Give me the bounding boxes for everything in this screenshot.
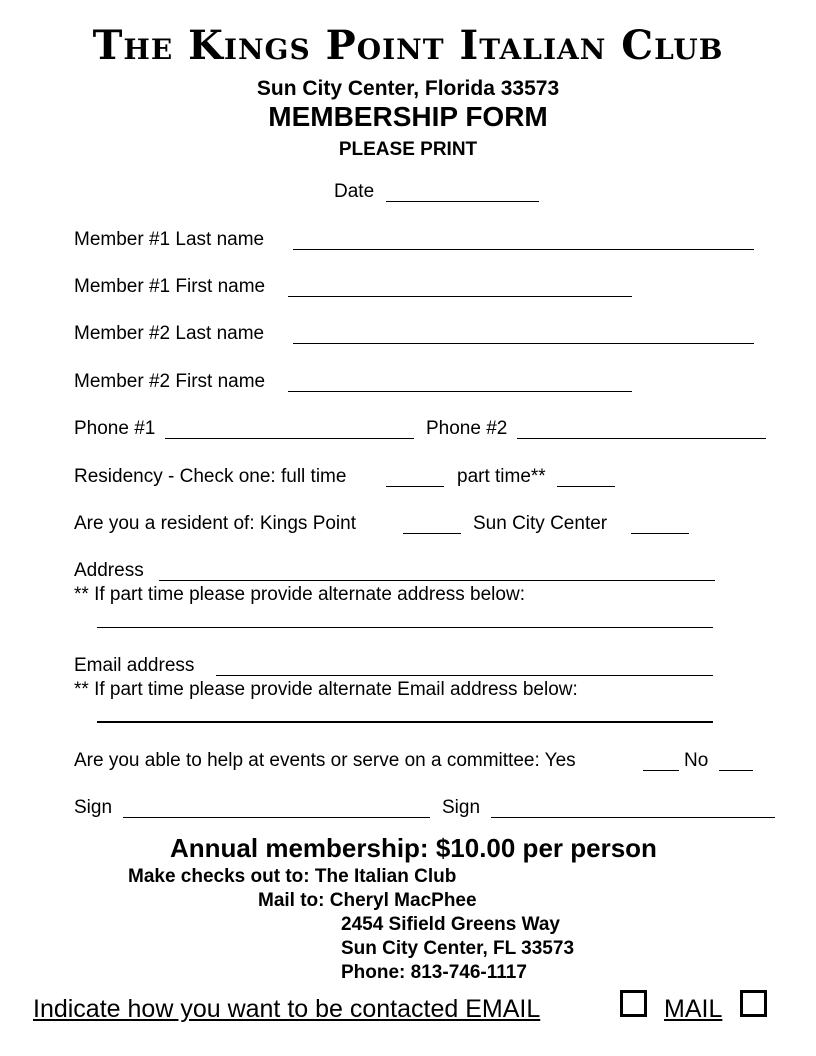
address-label: Address: [74, 560, 144, 581]
help-question: Are you able to help at events or serve on a committee: Yes: [74, 750, 576, 771]
membership-fee: Annual membership: $10.00 per person: [170, 833, 657, 863]
alt-email-note: ** If part time please provide alternate Email address below:: [74, 679, 578, 700]
member1-first-label: Member #1 First name: [74, 276, 266, 297]
mail-phone: Phone: 813-746-1117: [341, 962, 527, 983]
date-label: Date: [334, 181, 375, 202]
member2-first-label: Member #2 First name: [74, 371, 266, 392]
please-print-note: PLEASE PRINT: [338, 139, 478, 160]
phone2-field[interactable]: [517, 438, 766, 439]
alt-address-field[interactable]: [97, 627, 713, 628]
mail-option-label: MAIL: [664, 995, 723, 1023]
mail-checkbox[interactable]: [740, 990, 767, 1017]
sun-city-field[interactable]: [631, 533, 689, 534]
member1-last-field[interactable]: [293, 249, 754, 250]
email-label: Email address: [74, 655, 195, 676]
part-time-label: part time**: [457, 466, 546, 487]
phone1-label: Phone #1: [74, 418, 156, 439]
address-field[interactable]: [159, 580, 715, 581]
member1-last-label: Member #1 Last name: [74, 229, 265, 250]
date-field[interactable]: [386, 201, 539, 202]
mail-street: 2454 Sifield Greens Way: [341, 914, 560, 935]
mail-to-name: Mail to: Cheryl MacPhee: [258, 890, 477, 911]
help-yes-field[interactable]: [643, 770, 679, 771]
sign2-field[interactable]: [491, 817, 775, 818]
phone1-field[interactable]: [165, 438, 414, 439]
club-location: Sun City Center, Florida 33573: [256, 77, 560, 100]
form-title: MEMBERSHIP FORM: [268, 101, 548, 132]
member2-last-field[interactable]: [293, 343, 754, 344]
full-time-field[interactable]: [386, 486, 444, 487]
alt-address-note: ** If part time please provide alternate address below:: [74, 584, 525, 605]
member2-last-label: Member #2 Last name: [74, 323, 265, 344]
member1-first-field[interactable]: [288, 296, 632, 297]
help-no-field[interactable]: [719, 770, 753, 771]
email-checkbox[interactable]: [620, 990, 647, 1017]
phone2-label: Phone #2: [426, 418, 508, 439]
alt-email-field[interactable]: [97, 721, 713, 723]
sign1-field[interactable]: [123, 817, 430, 818]
mail-city: Sun City Center, FL 33573: [341, 938, 575, 959]
part-time-field[interactable]: [557, 486, 615, 487]
residency-label: Residency - Check one: full time: [74, 466, 347, 487]
club-title: The Kings Point Italian Club: [92, 22, 724, 69]
resident-of-label: Are you a resident of: Kings Point: [74, 513, 356, 534]
sign2-label: Sign: [442, 797, 481, 818]
email-field[interactable]: [216, 675, 713, 676]
sign1-label: Sign: [74, 797, 113, 818]
member2-first-field[interactable]: [288, 391, 632, 392]
sun-city-label: Sun City Center: [473, 513, 608, 534]
kings-point-field[interactable]: [403, 533, 461, 534]
contact-preference-label: Indicate how you want to be contacted EMAIL: [33, 995, 541, 1023]
checks-payable: Make checks out to: The Italian Club: [128, 866, 457, 887]
help-no-label: No: [684, 750, 709, 771]
